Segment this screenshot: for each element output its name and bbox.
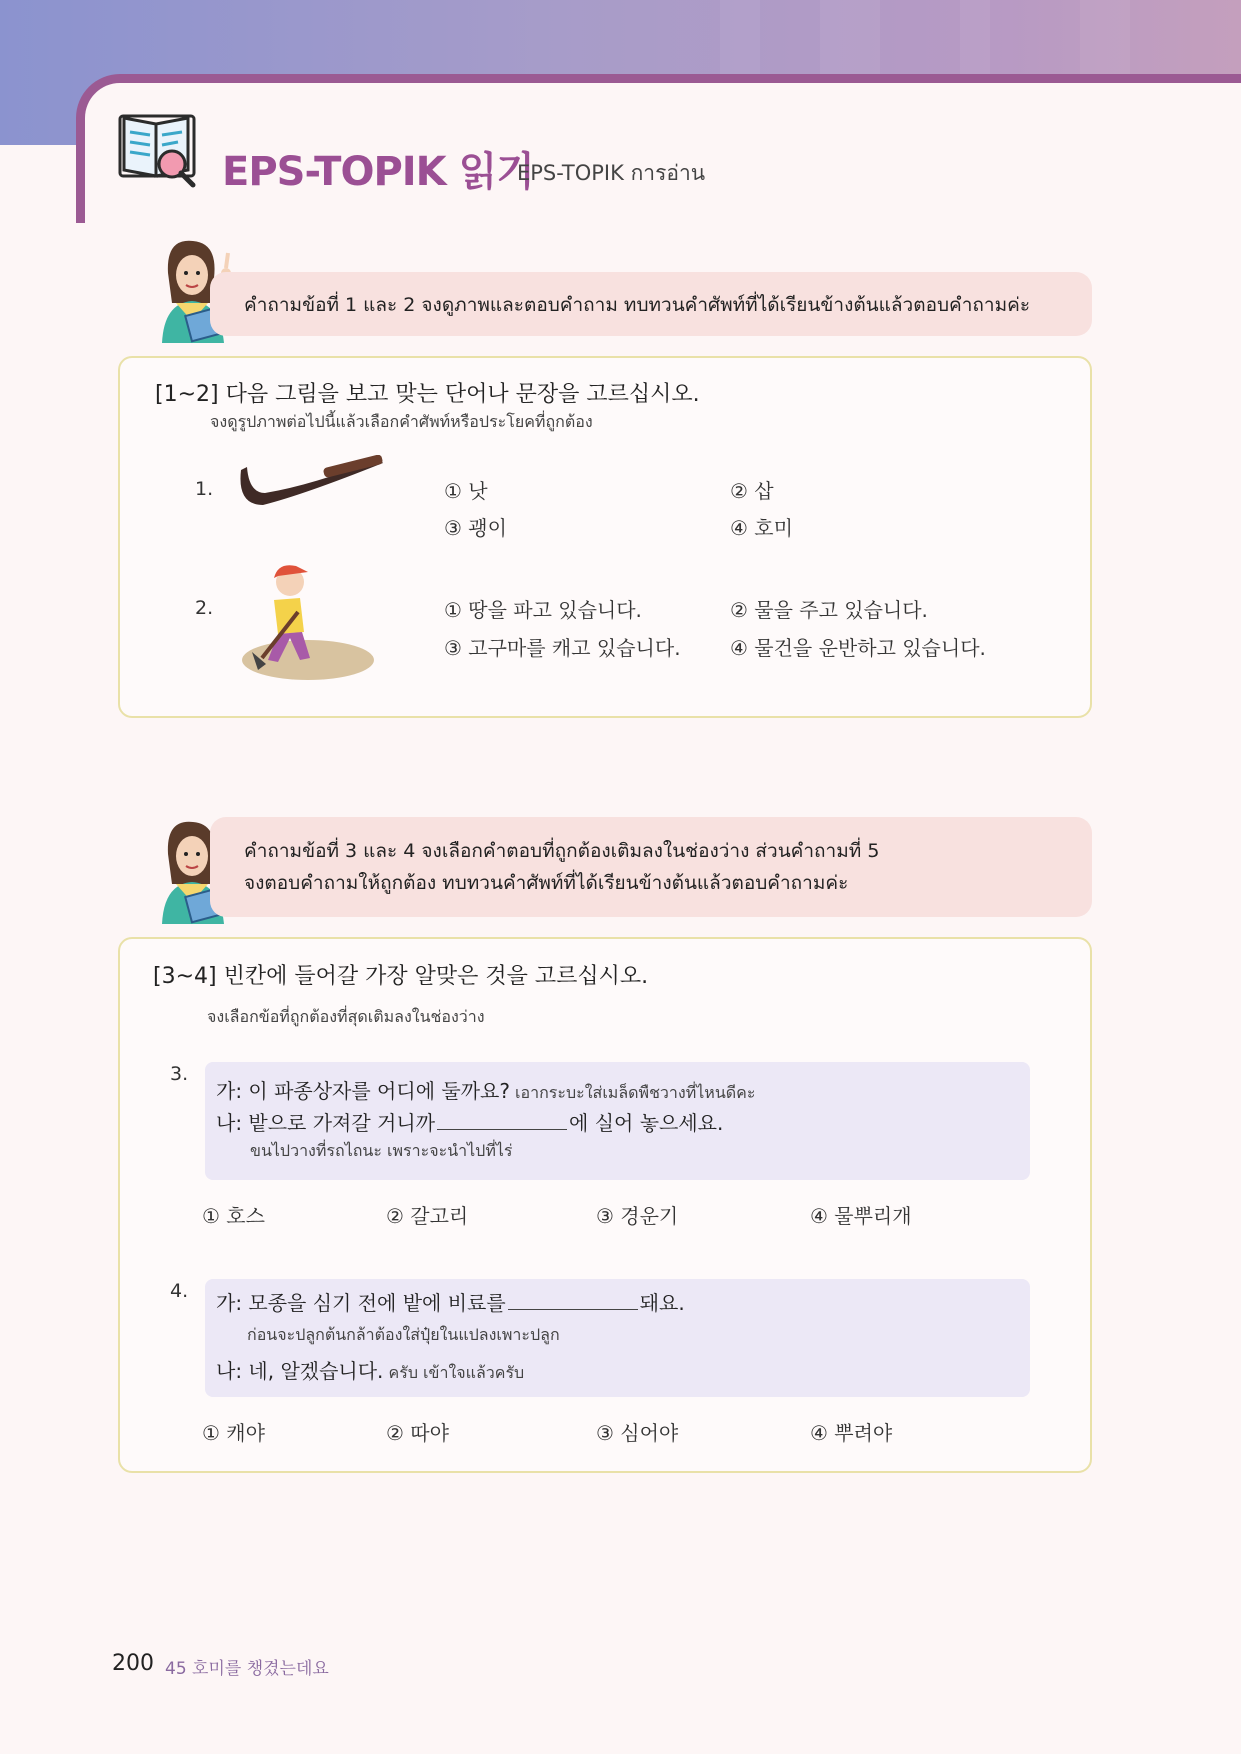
q3-option-1[interactable]: ① 호스 <box>202 1204 265 1228</box>
lesson-title: 45 호미를 챙겼는데요 <box>165 1659 329 1679</box>
instruction-text-2-line2: จงตอบคำถามให้ถูกต้อง ทบทวนคำศัพท์ที่ได้เรียนข้างต้นแล้วตอบคำถามค่ะ <box>244 872 849 894</box>
instruction-text-2-line1: คำถามข้อที่ 3 และ 4 จงเลือกคำตอบที่ถูกต้องเติมลงในช่องว่าง ส่วนคำถามที่ 5 <box>244 840 880 862</box>
question-1-number: 1. <box>195 478 214 500</box>
q4-option-2[interactable]: ② 따야 <box>386 1421 449 1445</box>
q1-option-2[interactable]: ② 삽 <box>730 479 774 503</box>
page-number: 200 <box>112 1651 154 1676</box>
q3-line-3-thai: ขนไปวางที่รถไถนะ เพราะจะนำไปที่ไร่ <box>250 1141 513 1160</box>
question-4-number: 4. <box>170 1280 189 1302</box>
instruction-text-1: คำถามข้อที่ 1 และ 2 จงดูภาพและตอบคำถาม ทบทวนคำศัพท์ที่ได้เรียนข้างต้นแล้วตอบคำถามค่ะ <box>244 294 1031 316</box>
q4-line-1: 가: 모종을 심기 전에 밭에 비료를 돼요. <box>216 1291 685 1315</box>
q2-option-3[interactable]: ③ 고구마를 캐고 있습니다. <box>444 636 681 660</box>
question-3-number: 3. <box>170 1063 189 1085</box>
q3-option-3[interactable]: ③ 경운기 <box>596 1204 679 1228</box>
q3-line-1: 가: 이 파종상자를 어디에 둘까요? เอากระบะใส่เมล็ดพืชวางที่ไหนดีคะ <box>216 1079 756 1103</box>
instruction-bubble-2 <box>210 817 1092 917</box>
section1-subtitle: จงดูรูปภาพต่อไปนี้แล้วเลือกคำศัพท์หรือประโยคที่ถูกต้อง <box>210 412 593 431</box>
q4-option-4[interactable]: ④ 뿌려야 <box>810 1421 893 1445</box>
section2-title: [3~4] 빈칸에 들어갈 가장 알맞은 것을 고르십시오. <box>153 964 649 989</box>
q3-option-2[interactable]: ② 갈고리 <box>386 1204 469 1228</box>
q4-option-3[interactable]: ③ 심어야 <box>596 1421 679 1445</box>
q4-blank[interactable] <box>508 1291 638 1310</box>
q2-option-1[interactable]: ① 땅을 파고 있습니다. <box>444 598 642 622</box>
page-subtitle: EPS-TOPIK การอ่าน <box>517 161 706 185</box>
q3-line-2: 나: 밭으로 가져갈 거니까 에 실어 놓으세요. <box>216 1111 724 1135</box>
section1-title: [1~2] 다음 그림을 보고 맞는 단어나 문장을 고르십시오. <box>155 382 700 407</box>
book-magnifier-icon <box>118 110 198 190</box>
page-title: EPS-TOPIK 읽기 <box>222 149 534 195</box>
q2-option-2[interactable]: ② 물을 주고 있습니다. <box>730 598 928 622</box>
q2-option-4[interactable]: ④ 물건을 운반하고 있습니다. <box>730 636 986 660</box>
q3-option-4[interactable]: ④ 물뿌리개 <box>810 1204 912 1228</box>
q3-blank[interactable] <box>437 1111 567 1130</box>
q1-option-3[interactable]: ③ 괭이 <box>444 516 507 540</box>
q4-line-3: 나: 네, 알겠습니다. ครับ เข้าใจแล้วครับ <box>216 1359 525 1383</box>
q4-option-1[interactable]: ① 캐야 <box>202 1421 265 1445</box>
section2-subtitle: จงเลือกข้อที่ถูกต้องที่สุดเติมลงในช่องว่าง <box>207 1007 485 1026</box>
q1-option-4[interactable]: ④ 호미 <box>730 516 793 540</box>
farmer-digging-image <box>238 560 378 685</box>
q4-line-2-thai: ก่อนจะปลูกต้นกล้าต้องใส่ปุ๋ยในแปลงเพาะปลูก <box>247 1325 560 1344</box>
question-2-number: 2. <box>195 597 214 619</box>
q1-option-1[interactable]: ① 낫 <box>444 479 488 503</box>
instruction-bubble-1 <box>210 272 1092 336</box>
sickle-image <box>233 455 385 515</box>
